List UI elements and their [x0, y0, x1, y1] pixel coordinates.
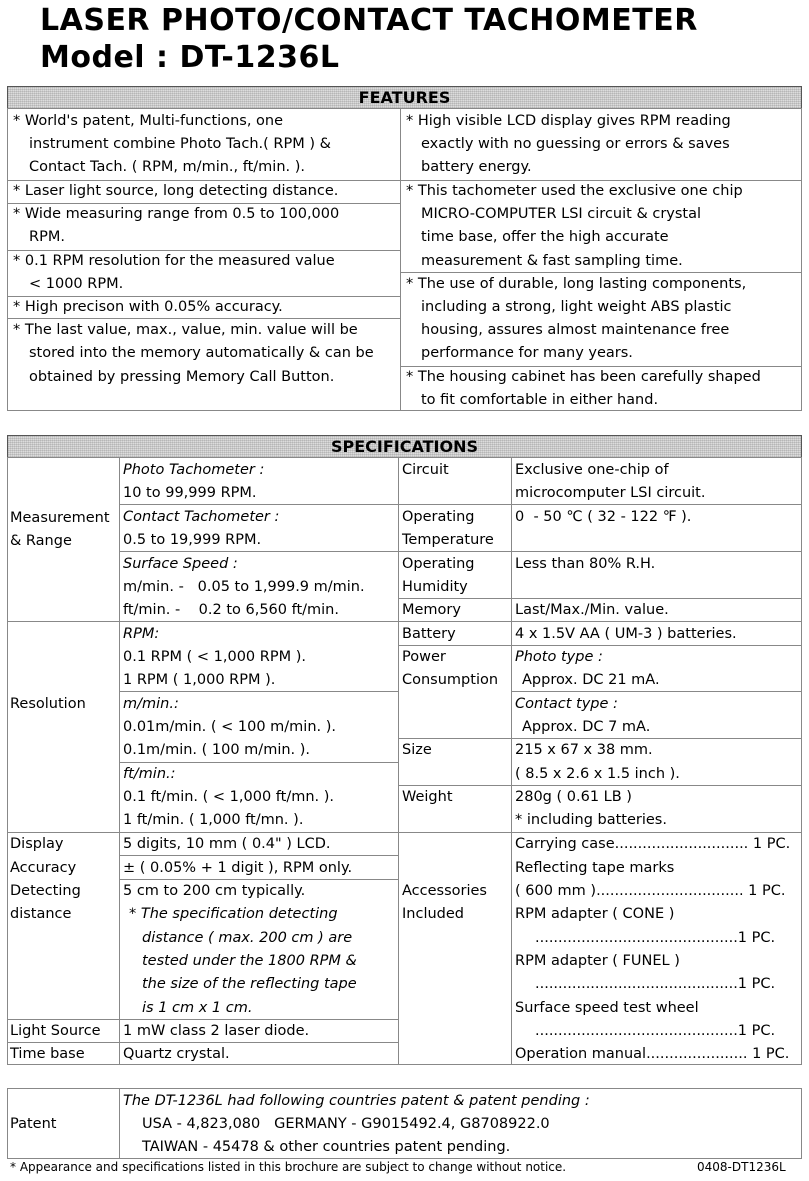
- spec-label-accuracy: Accuracy: [10, 860, 77, 876]
- feature-line: * 0.1 RPM resolution for the measured value: [13, 253, 335, 269]
- patent-value: TAIWAN - 45478 & other countries patent pending.: [142, 1139, 511, 1155]
- spec-value: Approx. DC 21 mA.: [522, 672, 660, 688]
- feature-line: including a strong, light weight ABS plastic: [421, 299, 732, 315]
- spec-value: 0.5 to 19,999 RPM.: [123, 532, 262, 548]
- spec-label-accessories: Accessories: [402, 883, 487, 899]
- feature-line: RPM.: [29, 229, 65, 245]
- spec-value: Less than 80% R.H.: [515, 556, 656, 572]
- feature-line: obtained by pressing Memory Call Button.: [29, 369, 335, 385]
- spec-value: Surface Speed :: [123, 556, 238, 572]
- feature-line: time base, offer the high accurate: [421, 229, 669, 245]
- spec-value: m/min. - 0.05 to 1,999.9 m/min.: [123, 579, 365, 595]
- feature-line: * The last value, max., value, min. value will be: [13, 322, 358, 338]
- feature-line: stored into the memory automatically & can be: [29, 345, 374, 361]
- spec-value: Photo type :: [515, 649, 603, 665]
- spec-value: 1 RPM ( 1,000 RPM ).: [123, 672, 276, 688]
- spec-value: 0.01m/min. ( < 100 m/min. ).: [123, 719, 337, 735]
- spec-value: RPM:: [123, 626, 160, 642]
- spec-value: 280g ( 0.61 LB ): [515, 789, 632, 805]
- spec-value: ft/min. - 0.2 to 6,560 ft/min.: [123, 602, 339, 618]
- spec-label-measurement: Measurement: [10, 510, 110, 526]
- feature-line: exactly with no guessing or errors & saves: [421, 136, 730, 152]
- spec-value: Reflecting tape marks: [515, 860, 675, 876]
- spec-value: Quartz crystal.: [123, 1046, 230, 1062]
- spec-value: is 1 cm x 1 cm.: [142, 1000, 253, 1016]
- feature-line: * The housing cabinet has been carefully shaped: [406, 369, 761, 385]
- page-title-line1: LASER PHOTO/CONTACT TACHOMETER: [40, 3, 698, 38]
- spec-label-temperature: Operating: [402, 509, 475, 525]
- features-header: FEATURES: [7, 86, 802, 109]
- page-title-line2: Model : DT-1236L: [40, 40, 340, 75]
- footer-notice: * Appearance and specifications listed in this brochure are subject to change without notice.: [10, 1160, 567, 1174]
- spec-label-temperature: Temperature: [402, 532, 494, 548]
- spec-value: 1 ft/min. ( 1,000 ft/mn. ).: [123, 812, 304, 828]
- spec-label-power: Consumption: [402, 672, 499, 688]
- spec-value: 10 to 99,999 RPM.: [123, 485, 257, 501]
- spec-value: ............................................1 PC.: [535, 976, 776, 992]
- spec-value: 0.1 ft/min. ( < 1,000 ft/mn. ).: [123, 789, 335, 805]
- spec-value: ............................................1 PC.: [535, 930, 776, 946]
- spec-label-circuit: Circuit: [402, 462, 449, 478]
- patent-label: Patent: [10, 1116, 57, 1132]
- spec-label-size: Size: [402, 742, 432, 758]
- feature-line: measurement & fast sampling time.: [421, 253, 683, 269]
- spec-label-memory: Memory: [402, 602, 461, 618]
- spec-value: 215 x 67 x 38 mm.: [515, 742, 653, 758]
- spec-value: Carrying case............................. 1 PC.: [515, 836, 791, 852]
- spec-label-humidity: Operating: [402, 556, 475, 572]
- feature-line: * This tachometer used the exclusive one chip: [406, 183, 743, 199]
- spec-label-battery: Battery: [402, 626, 456, 642]
- feature-line: instrument combine Photo Tach.( RPM ) &: [29, 136, 331, 152]
- feature-line: * High visible LCD display gives RPM reading: [406, 113, 731, 129]
- spec-label-light-source: Light Source: [10, 1023, 101, 1039]
- feature-line: * Wide measuring range from 0.5 to 100,000: [13, 206, 340, 222]
- spec-value: 4 x 1.5V AA ( UM-3 ) batteries.: [515, 626, 737, 642]
- spec-value: 0.1 RPM ( < 1,000 RPM ).: [123, 649, 306, 665]
- spec-value: 0.1m/min. ( 100 m/min. ).: [123, 742, 311, 758]
- footer-code: 0408-DT1236L: [697, 1160, 786, 1174]
- patent-value: USA - 4,823,080 GERMANY - G9015492.4, G8708922.0: [142, 1116, 550, 1132]
- spec-label-time-base: Time base: [10, 1046, 85, 1062]
- feature-line: * Laser light source, long detecting distance.: [13, 183, 339, 199]
- feature-line: MICRO-COMPUTER LSI circuit & crystal: [421, 206, 702, 222]
- spec-value: Exclusive one-chip of: [515, 462, 669, 478]
- spec-value: * including batteries.: [515, 812, 667, 828]
- spec-value: 1 mW class 2 laser diode.: [123, 1023, 310, 1039]
- spec-value: 5 digits, 10 mm ( 0.4" ) LCD.: [123, 836, 331, 852]
- spec-value: Contact Tachometer :: [123, 509, 280, 525]
- spec-value: Photo Tachometer :: [123, 462, 265, 478]
- specifications-header: SPECIFICATIONS: [7, 435, 802, 458]
- spec-label-display: Display: [10, 836, 64, 852]
- spec-value: 0 - 50 ℃ ( 32 - 122 ℉ ).: [515, 509, 692, 525]
- spec-value: tested under the 1800 RPM &: [142, 953, 357, 969]
- spec-value: Operation manual...................... 1 PC.: [515, 1046, 790, 1062]
- spec-value: Surface speed test wheel: [515, 1000, 699, 1016]
- spec-value: 5 cm to 200 cm typically.: [123, 883, 306, 899]
- feature-line: to fit comfortable in either hand.: [421, 392, 659, 408]
- spec-value: Contact type :: [515, 696, 618, 712]
- spec-value: ± ( 0.05% + 1 digit ), RPM only.: [123, 860, 353, 876]
- feature-line: Contact Tach. ( RPM, m/min., ft/min. ).: [29, 159, 305, 175]
- patent-value: The DT-1236L had following countries patent & patent pending :: [123, 1093, 590, 1109]
- spec-label-power: Power: [402, 649, 446, 665]
- feature-line: battery energy.: [421, 159, 532, 175]
- spec-value: * The specification detecting: [129, 906, 338, 922]
- spec-label-detecting: distance: [10, 906, 72, 922]
- feature-line: housing, assures almost maintenance free: [421, 322, 730, 338]
- feature-line: performance for many years.: [421, 345, 633, 361]
- spec-value: ft/min.:: [123, 766, 176, 782]
- spec-label-resolution: Resolution: [10, 696, 86, 712]
- feature-line: < 1000 RPM.: [29, 276, 124, 292]
- spec-label-measurement: & Range: [10, 533, 72, 549]
- spec-label-accessories: Included: [402, 906, 464, 922]
- spec-value: m/min.:: [123, 696, 179, 712]
- feature-line: * The use of durable, long lasting components,: [406, 276, 747, 292]
- spec-value: microcomputer LSI circuit.: [515, 485, 706, 501]
- spec-value: ............................................1 PC.: [535, 1023, 776, 1039]
- spec-value: distance ( max. 200 cm ) are: [142, 930, 353, 946]
- spec-value: the size of the reflecting tape: [142, 976, 357, 992]
- spec-value: RPM adapter ( CONE ): [515, 906, 675, 922]
- spec-value: RPM adapter ( FUNEL ): [515, 953, 680, 969]
- spec-label-humidity: Humidity: [402, 579, 468, 595]
- spec-label-weight: Weight: [402, 789, 453, 805]
- spec-value: Approx. DC 7 mA.: [522, 719, 651, 735]
- spec-value: ( 8.5 x 2.6 x 1.5 inch ).: [515, 766, 680, 782]
- spec-value: ( 600 mm )................................ 1 PC.: [515, 883, 786, 899]
- spec-label-detecting: Detecting: [10, 883, 81, 899]
- feature-line: * High precison with 0.05% accuracy.: [13, 299, 283, 315]
- feature-line: * World's patent, Multi-functions, one: [13, 113, 284, 129]
- spec-value: Last/Max./Min. value.: [515, 602, 669, 618]
